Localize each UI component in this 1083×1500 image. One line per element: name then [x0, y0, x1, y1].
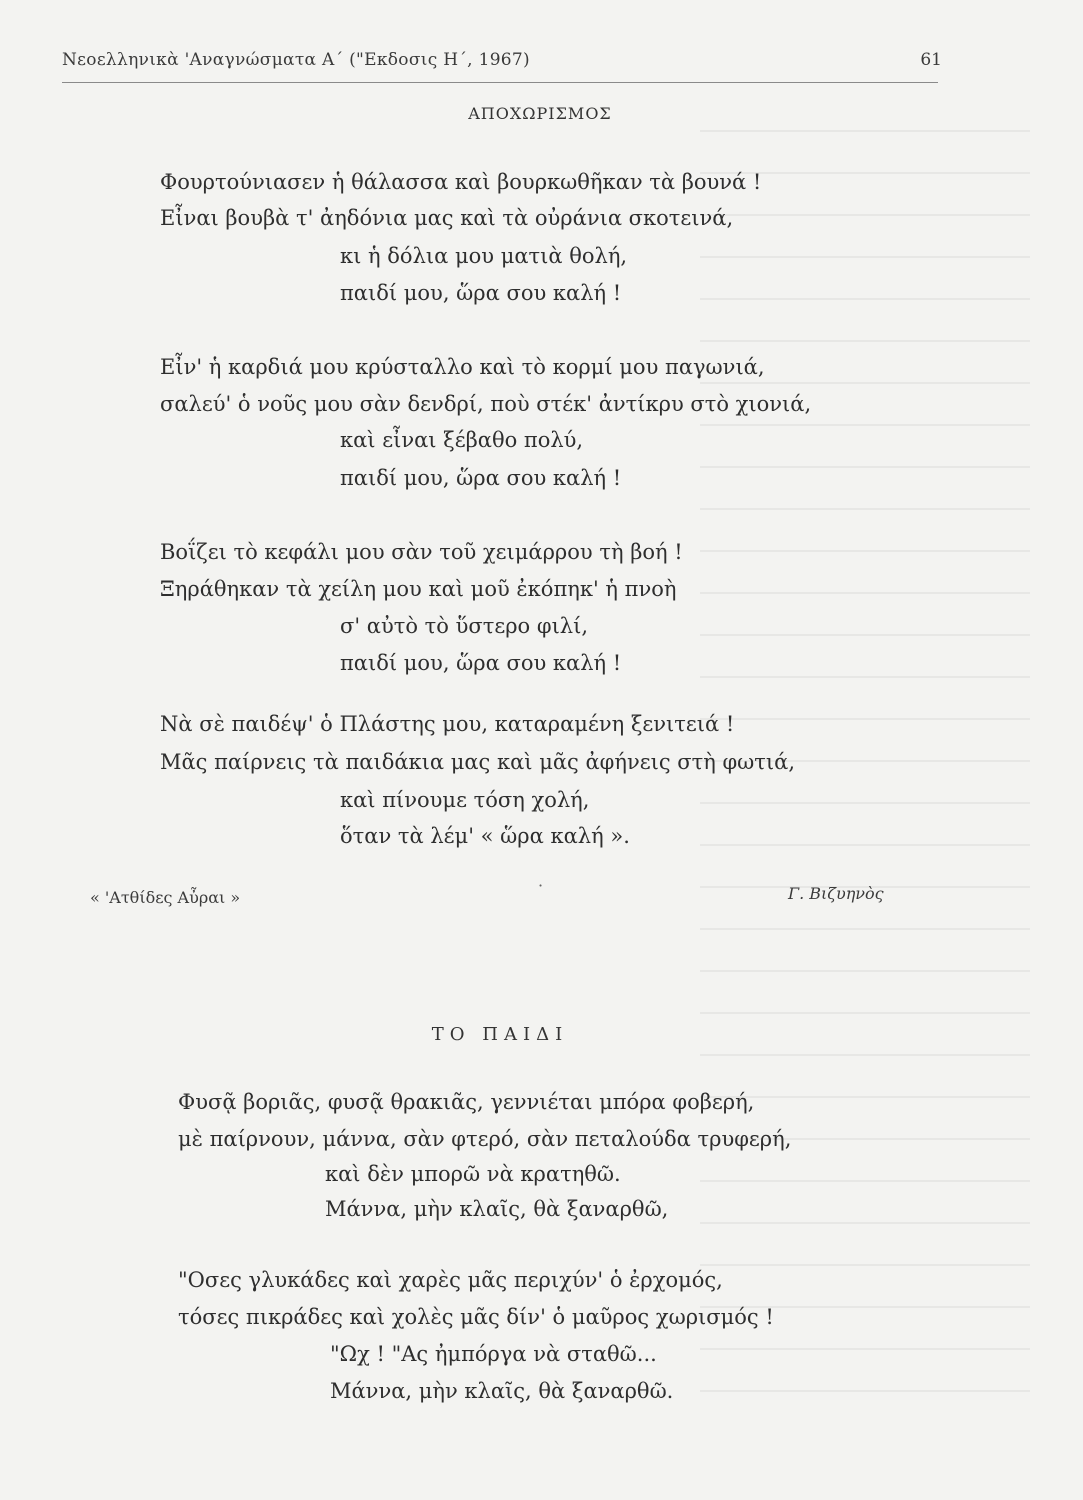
poem-line: Μᾶς παίρνεις τὰ παιδάκια μας καὶ μᾶς ἀφήνεις στὴ φωτιά, — [160, 750, 796, 774]
author-attribution: Γ. Βιζυηνὸς — [788, 884, 884, 903]
poem-line: καὶ εἶναι ξέβαθο πολύ, — [340, 428, 584, 452]
source-attribution: « 'Ατθίδες Αὖραι » — [90, 888, 241, 907]
poem-line: καὶ πίνουμε τόση χολή, — [340, 788, 590, 812]
running-title: Νεοελληνικὰ 'Αναγνώσματα Α΄ ("Εκδοσις Η΄, 1967) — [62, 50, 530, 70]
poem-line: "Οσες γλυκάδες καὶ χαρὲς μᾶς περιχύν' ὁ ἐρχομός, — [178, 1268, 723, 1292]
poem-line: καὶ δὲν μπορῶ νὰ κρατηθῶ. — [325, 1162, 621, 1186]
poem-line: σαλεύ' ὁ νοῦς μου σὰν δενδρί, ποὺ στέκ' ἀντίκρυ στὸ χιονιά, — [160, 392, 812, 416]
poem-line: σ' αὐτὸ τὸ ὕστερο φιλί, — [340, 614, 589, 638]
poem-line: Μάννα, μὴν κλαῖς, θὰ ξαναρθῶ, — [325, 1197, 669, 1221]
poem-line: Μάννα, μὴν κλαῖς, θὰ ξαναρθῶ. — [330, 1379, 674, 1403]
poem-line: παιδί μου, ὥρα σου καλή ! — [340, 466, 622, 490]
poem-title-to-paidi: ΤΟ ΠΑΙΔΙ — [431, 1024, 569, 1045]
poem-line: κι ἡ δόλια μου ματιὰ θολή, — [340, 244, 628, 268]
poem-line: Φυσᾷ βοριᾶς, φυσᾷ θρακιᾶς, γεννιέται μπόρα φοβερή, — [178, 1090, 755, 1114]
page-number: 61 — [920, 50, 942, 70]
poem-line: Εἶν' ἡ καρδιά μου κρύσταλλο καὶ τὸ κορμί μου παγωνιά, — [160, 355, 765, 379]
poem-line: Φουρτούνιασεν ἡ θάλασσα καὶ βουρκωθῆκαν τὰ βουνά ! — [160, 170, 762, 194]
poem-line: παιδί μου, ὥρα σου καλή ! — [340, 651, 622, 675]
poem-line: Βοΐζει τὸ κεφάλι μου σὰν τοῦ χειμάρρου τὴ βοή ! — [160, 540, 683, 564]
poem-line: Ξηράθηκαν τὰ χείλη μου καὶ μοῦ ἐκόπηκ' ἡ πνοὴ — [160, 577, 677, 601]
poem-line: ὅταν τὰ λέμ' « ὥρα καλή ». — [340, 824, 630, 848]
poem-line: "Ωχ ! "Ας ἠμπόργα νὰ σταθῶ... — [330, 1342, 657, 1366]
poem-line: παιδί μου, ὥρα σου καλή ! — [340, 281, 622, 305]
poem-line: Νὰ σὲ παιδέψ' ὁ Πλάστης μου, καταραμένη ξενιτειά ! — [160, 712, 735, 736]
poem-line: μὲ παίρνουν, μάννα, σὰν φτερό, σὰν πεταλούδα τρυφερή, — [178, 1127, 792, 1151]
poem-line: τόσες πικράδες καὶ χολὲς μᾶς δίν' ὁ μαῦρος χωρισμός ! — [178, 1305, 774, 1329]
header-rule — [62, 82, 938, 83]
poem-title-apochorismos: ΑΠΟΧΩΡΙΣΜΟΣ — [468, 104, 612, 123]
poem-line: Εἶναι βουβὰ τ' ἀηδόνια μας καὶ τὰ οὐράνια σκοτεινά, — [160, 206, 734, 230]
page-header — [62, 50, 942, 74]
separator-dot: · — [538, 876, 544, 895]
